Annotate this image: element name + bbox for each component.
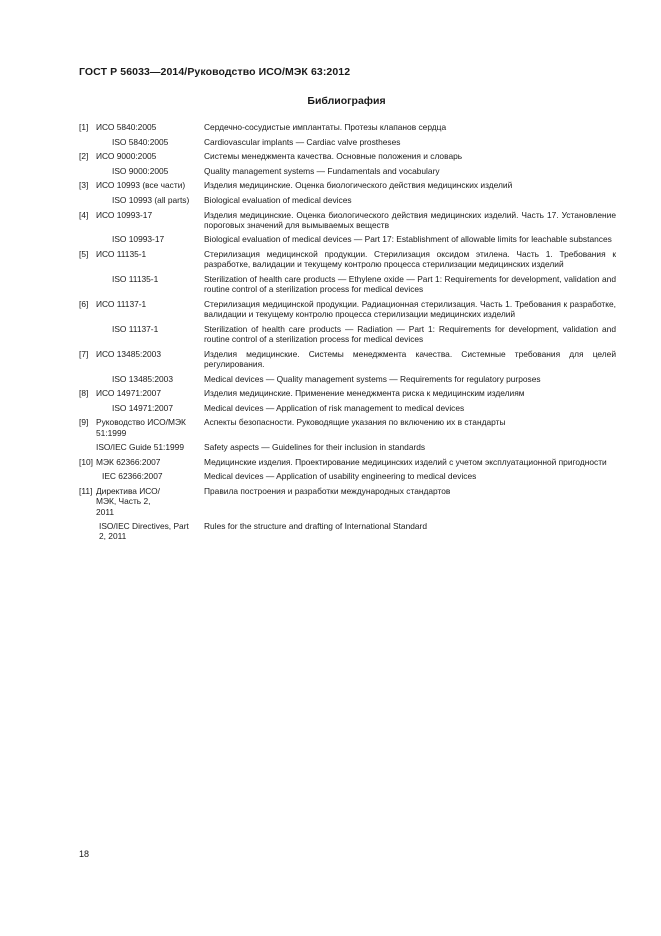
entry-code: ИСО 10993-17 — [96, 209, 153, 220]
bib-entry — [79, 210, 616, 231]
entry-number: [3] — [79, 180, 89, 191]
entry-text: Изделия медицинские. Системы менеджмента качества. Системные требования для целей регулирования. — [204, 348, 616, 369]
bib-entry — [79, 471, 616, 481]
bib-entry — [79, 486, 616, 517]
entry-text: Cardiovascular implants — Cardiac valve prostheses — [204, 136, 401, 147]
bib-entry — [79, 299, 616, 320]
bib-entry — [79, 151, 616, 161]
entry-code: Руководство ИСО/МЭК 51:1999 — [96, 417, 186, 438]
entry-number — [79, 374, 96, 384]
bib-entry — [79, 166, 616, 176]
entry-code: ISO 9000:2005 — [112, 165, 169, 176]
bib-entry — [79, 388, 616, 398]
bib-entry — [79, 324, 616, 345]
bib-entry — [79, 374, 616, 384]
entry-number: [1] — [79, 122, 89, 132]
entry-number — [79, 137, 96, 147]
entry-text: Медицинские изделия. Проектирование медицинских изделий с учетом эксплуатационной пригодности — [204, 456, 607, 467]
entry-text: Аспекты безопасности. Руководящие указания по включению их в стандарты — [204, 417, 506, 428]
bib-entry — [79, 180, 616, 190]
entry-number — [79, 274, 96, 295]
entry-number: [11] — [79, 485, 93, 496]
bib-entry — [79, 521, 616, 542]
bibliography-list — [79, 122, 616, 546]
entry-number: [9] — [79, 417, 89, 428]
entry-code: ISO/IEC Guide 51:1999 — [96, 442, 184, 453]
entry-text: Biological evaluation of medical devices — [204, 194, 352, 205]
entry-number — [79, 521, 96, 542]
entry-text: Medical devices — Application of usability engineering to medical devices — [204, 471, 477, 482]
entry-number — [79, 234, 96, 244]
entry-code: IEC 62366:2007 — [102, 471, 163, 482]
entry-code: ISO 13485:2003 — [112, 373, 174, 384]
entry-text: Системы менеджмента качества. Основные положения и словарь — [204, 151, 463, 162]
entry-text: Изделия медицинские. Оценка биологического действия медицинских изделий. Часть 17. Установление пороговых значений для вымываемых веществ — [204, 209, 616, 230]
bib-entry — [79, 403, 616, 413]
bib-entry — [79, 122, 616, 132]
entry-text: Medical devices — Quality management systems — Requirements for regulatory purposes — [204, 373, 541, 384]
bib-entry — [79, 274, 616, 295]
entry-text: Изделия медицинские. Применение менеджмента риска к медицинским изделиям — [204, 388, 525, 399]
entry-code: ISO 14971:2007 — [112, 402, 174, 413]
entry-text: Rules for the structure and drafting of International Standard — [204, 521, 428, 532]
entry-number — [79, 324, 96, 345]
bib-entry — [79, 442, 616, 452]
entry-number — [79, 403, 96, 413]
page-number: 18 — [79, 849, 90, 859]
entry-code: МЭК 62366:2007 — [96, 456, 161, 467]
document-header: ГОСТ Р 56033—2014/Руководство ИСО/МЭК 63:2012 — [79, 66, 351, 78]
entry-code: Директива ИСО/МЭК, Часть 2, 2011 — [96, 485, 161, 517]
bib-entry — [79, 137, 616, 147]
entry-code: ИСО 10993 (все части) — [96, 180, 186, 191]
entry-code: ISO 11137-1 — [112, 323, 159, 334]
entry-number — [79, 166, 96, 176]
entry-code: ИСО 11135-1 — [96, 249, 147, 260]
entry-code: ИСО 9000:2005 — [96, 151, 157, 162]
entry-number: [4] — [79, 209, 89, 220]
entry-code: ISO/IEC Directives, Part 2, 2011 — [99, 521, 189, 542]
entry-text: Правила построения и разработки международных стандартов — [204, 485, 451, 496]
entry-text: Medical devices — Application of risk management to medical devices — [204, 402, 465, 413]
bib-entry — [79, 195, 616, 205]
entry-text: Biological evaluation of medical devices — Part 17: Establishment of allowable limits for leachable substances — [204, 234, 612, 245]
entry-text: Quality management systems — Fundamentals and vocabulary — [204, 165, 440, 176]
section-title: Библиография — [307, 95, 386, 107]
entry-text: Изделия медицинские. Оценка биологического действия медицинских изделий — [204, 180, 513, 191]
entry-text: Sterilization of health care products — Radiation — Part 1: Requirements for development, validation and routine control of a sterilization process for medical devices — [204, 323, 616, 345]
entry-number: [2] — [79, 151, 89, 162]
entry-number: [10] — [79, 456, 93, 467]
bib-entry — [79, 417, 616, 438]
entry-number: [5] — [79, 249, 89, 260]
entry-code: ISO 11135-1 — [112, 273, 159, 284]
bib-entry — [79, 249, 616, 270]
entry-text: Sterilization of health care products — Ethylene oxide — Part 1: Requirements for development, validation and routine control of a sterilization process for medical devices — [204, 273, 616, 295]
entry-number — [79, 471, 96, 481]
entry-text: Safety aspects — Guidelines for their inclusion in standards — [204, 442, 426, 453]
entry-text: Стерилизация медицинской продукции. Радиационная стерилизация. Часть 1. Требования к разработке, валидации и текущему контролю процесса стерилизации медицинских изделий — [204, 298, 616, 320]
entry-number: [7] — [79, 348, 89, 359]
bib-entry — [79, 457, 616, 467]
entry-code: ИСО 14971:2007 — [96, 388, 161, 399]
bib-entry — [79, 234, 616, 244]
bib-entry — [79, 349, 616, 370]
entry-number: [8] — [79, 388, 89, 399]
entry-code: ISO 10993-17 — [112, 234, 165, 245]
entry-text: Стерилизация медицинской продукции. Стерилизация оксидом этилена. Часть 1. Требования к разработке, валидации и текущему контролю процесса стерилизации медицинских изделий — [204, 249, 616, 270]
entry-text: Сердечно-сосудистые имплантаты. Протезы клапанов сердца — [204, 122, 447, 132]
entry-code: ISO 10993 (all parts) — [112, 194, 190, 205]
entry-code: ИСО 13485:2003 — [96, 348, 161, 359]
entry-number — [79, 442, 96, 452]
entry-number — [79, 195, 96, 205]
entry-number: [6] — [79, 298, 89, 309]
entry-code: ISO 5840:2005 — [112, 136, 169, 147]
entry-code: ИСО 5840:2005 — [96, 122, 157, 132]
entry-code: ИСО 11137-1 — [96, 298, 147, 309]
